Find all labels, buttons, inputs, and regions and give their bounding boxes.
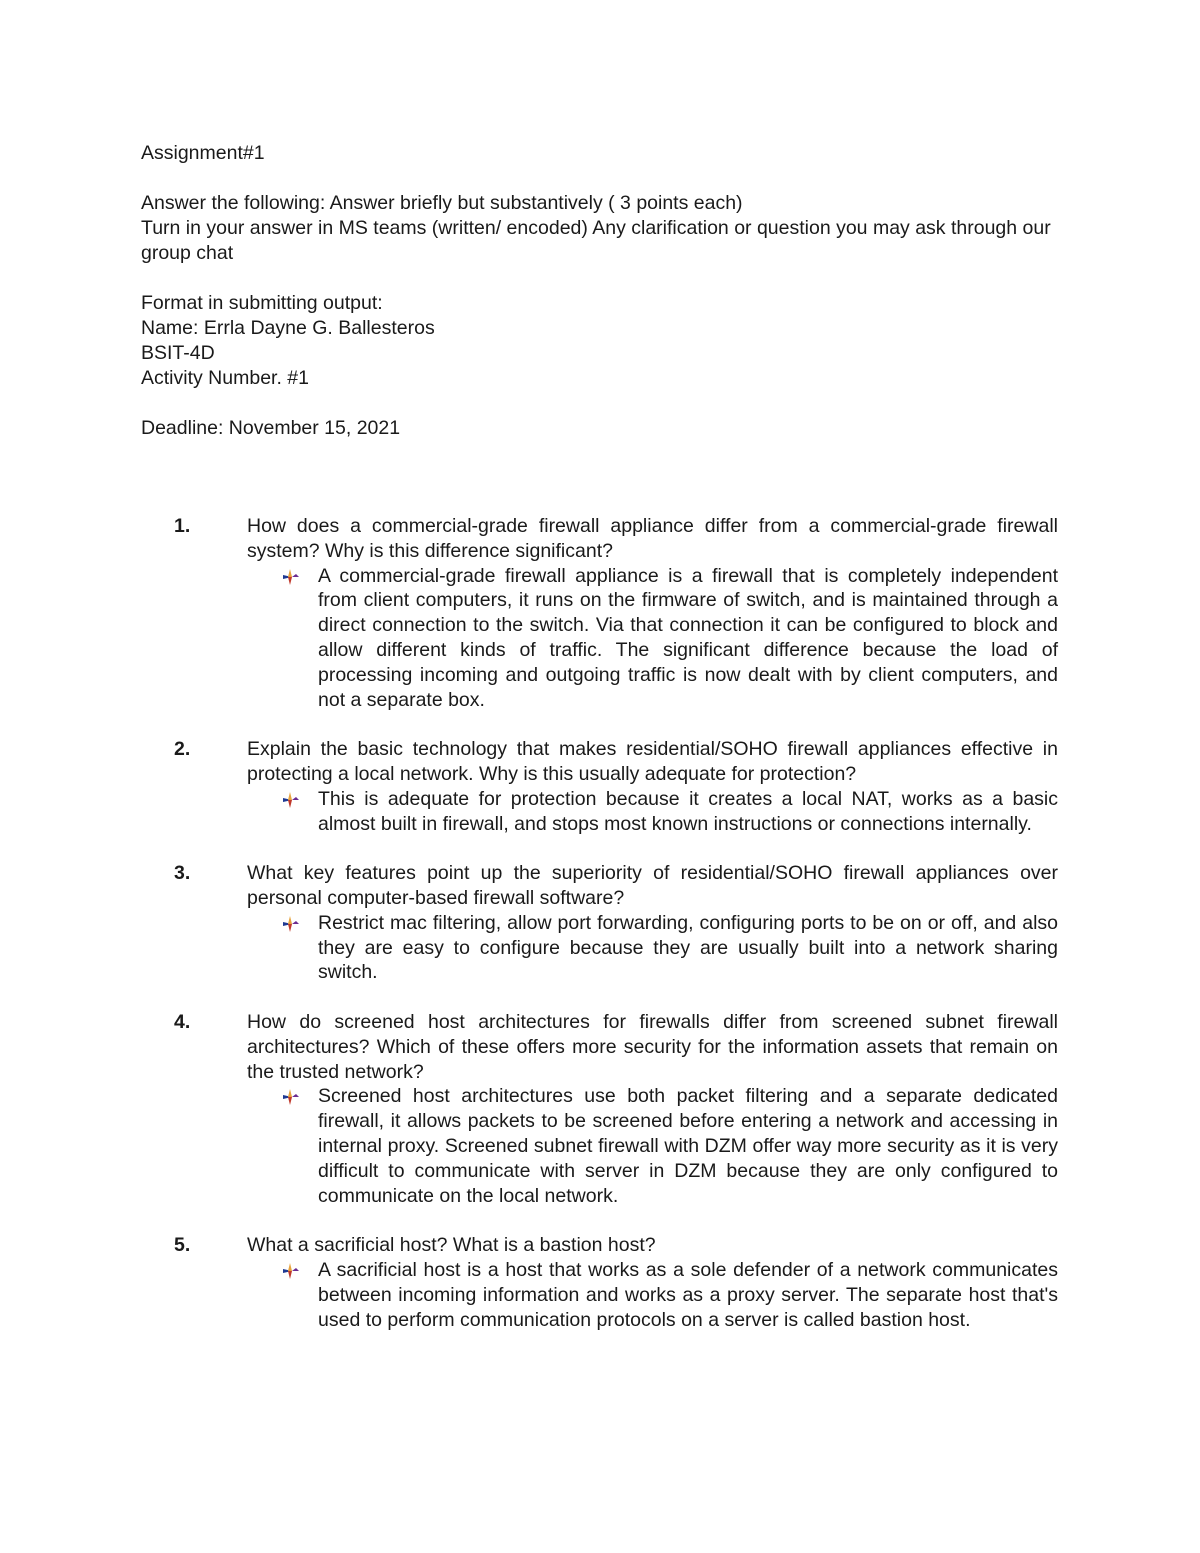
assignment-title: Assignment#1 <box>141 142 265 164</box>
answer-item <box>318 564 1058 713</box>
question-number: 1. <box>174 515 191 537</box>
question-item <box>0 1010 1200 1208</box>
student-name: Name: Errla Dayne G. Ballesteros <box>141 317 435 339</box>
format-heading: Format in submitting output: <box>141 292 383 314</box>
arrow-bullet-icon <box>283 916 299 932</box>
answer-item <box>318 1258 1058 1332</box>
assignment-header <box>141 141 1061 441</box>
answer-text: A commercial-grade firewall appliance is a firewall that is completely independent from client computers, it runs on the firmware of switch, and is maintained through a direct connection to the switch. Via that connection it can be configured to block and allow different kinds of traffic. The significant difference because the load of processing incoming and outgoing traffic is now dealt with by client computers, and not a separate box. <box>318 564 1058 711</box>
question-number: 2. <box>174 738 191 761</box>
instructions-line-2: Turn in your answer in MS teams (written/ encoded) Any clarification or question you may ask through our group chat <box>141 217 1051 264</box>
question-item <box>0 861 1200 985</box>
answer-item <box>318 911 1058 985</box>
arrow-bullet-icon <box>283 569 299 585</box>
student-section: BSIT-4D <box>141 342 215 364</box>
question-list <box>0 514 1200 1357</box>
question-number: 3. <box>174 862 191 885</box>
arrow-bullet-icon <box>283 1263 299 1279</box>
answer-text: Restrict mac filtering, allow port forwarding, configuring ports to be on or off, and also they are easy to configure because they are usually built into a network sharing switch. <box>318 911 1058 984</box>
answer-item <box>318 1084 1058 1208</box>
question-text: How does a commercial-grade firewall appliance differ from a commercial-grade firewall system? Why is this difference significant? <box>247 515 1058 562</box>
arrow-bullet-icon <box>283 792 299 808</box>
instructions-line-1: Answer the following: Answer briefly but substantively ( 3 points each) <box>141 192 743 214</box>
question-item <box>0 737 1200 836</box>
question-number: 4. <box>174 1010 191 1033</box>
question-item <box>0 514 1200 712</box>
answer-item <box>318 787 1058 837</box>
question-item <box>0 1233 1200 1332</box>
question-text: How do screened host architectures for firewalls differ from screened subnet firewall architectures? Which of these offers more security for the information assets that remain on the trusted network? <box>247 1010 1058 1083</box>
question-text: Explain the basic technology that makes residential/SOHO firewall appliances effective in protecting a local network. Why is this usually adequate for protection? <box>247 738 1058 785</box>
activity-number: Activity Number. #1 <box>141 367 309 389</box>
arrow-bullet-icon <box>283 1089 299 1105</box>
answer-text: Screened host architectures use both packet filtering and a separate dedicated firewall, it allows packets to be screened before entering a network and accessing in internal proxy. Screened subnet firewall with DZM offer way more security as it is very difficult to communicate with server in DZM because they are only configured to communicate on the local network. <box>318 1085 1058 1207</box>
question-text: What key features point up the superiority of residential/SOHO firewall appliances over personal computer-based firewall software? <box>247 862 1058 909</box>
question-text: What a sacrificial host? What is a bastion host? <box>247 1234 656 1257</box>
question-number: 5. <box>174 1234 191 1257</box>
deadline: Deadline: November 15, 2021 <box>141 417 401 439</box>
answer-text: This is adequate for protection because it creates a local NAT, works as a basic almost built in firewall, and stops most known instructions or connections internally. <box>318 787 1058 835</box>
answer-text: A sacrificial host is a host that works as a sole defender of a network communicates between incoming information and works as a proxy server. The separate host that's used to perform communication protocols on a server is called bastion host. <box>318 1258 1058 1331</box>
